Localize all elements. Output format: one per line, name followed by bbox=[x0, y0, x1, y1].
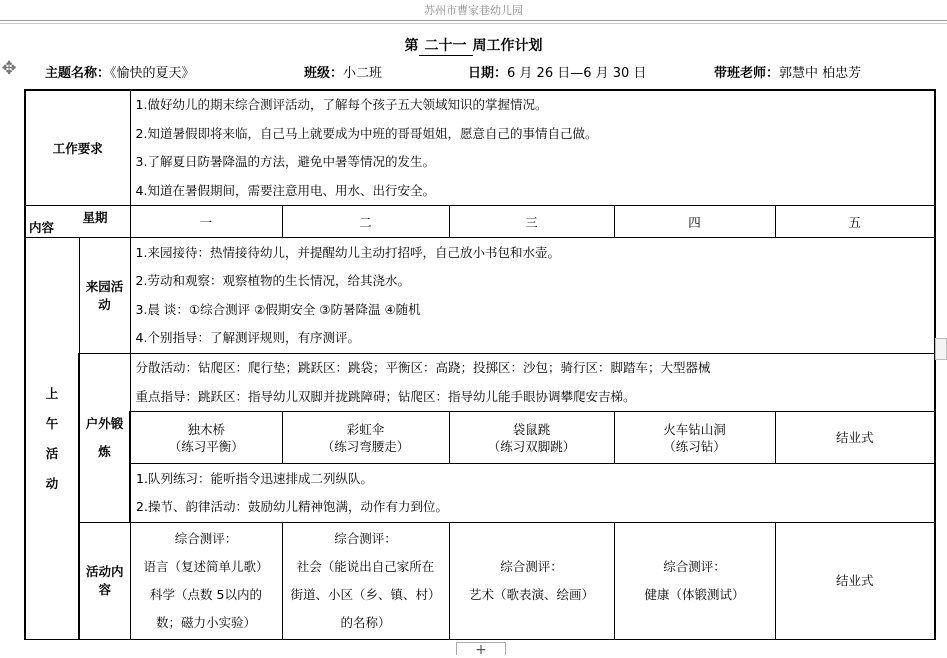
arrival-activity-label: 来园活动 bbox=[79, 238, 130, 354]
drill-item: 2.操节、韵律活动：鼓励幼儿精神饱满，动作有力到位。 bbox=[136, 499, 448, 514]
weekday-content-corner bbox=[25, 206, 130, 238]
weekly-plan-table bbox=[24, 89, 936, 640]
arrival-item: 3.晨 谈：①综合测评 ②假期安全 ③防暑降温 ④随机 bbox=[135, 301, 421, 317]
meta-class bbox=[304, 62, 382, 81]
morning-label-char: 活 bbox=[45, 445, 59, 461]
activity-cell-day3 bbox=[449, 523, 614, 640]
outdoor-plan-content bbox=[130, 354, 935, 412]
game-name: 袋鼠跳 bbox=[512, 421, 551, 437]
teacher-label: 带班老师： bbox=[714, 66, 780, 81]
activity-line: 数；磁力小实验） bbox=[156, 615, 257, 630]
activity-line: 综合测评： bbox=[334, 531, 397, 546]
outdoor-games-row bbox=[25, 412, 935, 464]
morning-label-char: 上 bbox=[45, 385, 59, 401]
activity-line: 的名称） bbox=[340, 615, 391, 630]
weekday-header-row bbox=[25, 206, 935, 238]
theme-value: 《愉快的夏天》 bbox=[110, 66, 195, 81]
arrival-item: 1.来园接待：热情接待幼儿，并提醒幼儿主动打招呼，自己放小书包和水壶。 bbox=[135, 244, 560, 260]
activity-content-row bbox=[25, 523, 935, 640]
page-header-school: 苏州市曹家巷幼儿园 bbox=[424, 4, 523, 17]
game-purpose: （练习钻） bbox=[663, 438, 726, 454]
activity-line: 健康（体锻测试） bbox=[644, 587, 745, 602]
work-item: 1.做好幼儿的期末综合测评活动，了解每个孩子五大领域知识的掌握情况。 bbox=[135, 97, 548, 112]
outdoor-game-cell bbox=[775, 412, 935, 464]
drill-item: 1.队列练习：能听指令迅速排成二列纵队。 bbox=[136, 470, 373, 486]
work-item: 4.知道在暑假期间，需要注意用电、用水、出行安全。 bbox=[135, 182, 435, 198]
arrival-item: 2.劳动和观察：观察植物的生长情况，给其浇水。 bbox=[135, 273, 410, 288]
page-title bbox=[0, 35, 947, 56]
game-name: 独木桥 bbox=[187, 421, 226, 437]
meta-teacher bbox=[714, 62, 861, 81]
activity-cell-day5 bbox=[775, 523, 935, 640]
weekday-label: 星期 bbox=[82, 210, 108, 225]
activity-line: 社会（能说出自己家所在 bbox=[296, 559, 435, 574]
side-scroll-marker[interactable] bbox=[935, 338, 947, 360]
game-name: 火车钻山洞 bbox=[663, 421, 726, 437]
game-purpose: （练习双脚跳） bbox=[487, 438, 576, 454]
header-divider-secondary bbox=[0, 23, 947, 24]
plus-icon[interactable]: + bbox=[456, 642, 506, 655]
meta-date bbox=[468, 62, 646, 81]
outdoor-game-cell bbox=[449, 412, 614, 464]
game-name: 结业式 bbox=[836, 430, 874, 445]
morning-activities-label bbox=[25, 238, 79, 640]
work-item: 3.了解夏日防暑降温的方法，避免中暑等情况的发生。 bbox=[135, 154, 435, 169]
morning-label-char: 午 bbox=[45, 415, 59, 431]
header-divider bbox=[0, 20, 947, 21]
outdoor-game-cell bbox=[282, 412, 449, 464]
activity-line: 语言（复述简单儿歌） bbox=[143, 559, 269, 574]
class-value: 小二班 bbox=[343, 66, 383, 81]
game-purpose: （练习弯腰走） bbox=[321, 438, 410, 454]
theme-label: 主题名称： bbox=[45, 66, 111, 81]
day-header: 五 bbox=[775, 206, 935, 238]
day-header: 二 bbox=[282, 206, 449, 238]
outdoor-free-activity: 分散活动：钻爬区：爬行垫；跳跃区：跳袋；平衡区：高跷；投掷区：沙包；骑行区：脚踏车；大型器械 bbox=[135, 360, 711, 375]
title-suffix: 周工作计划 bbox=[472, 38, 543, 54]
activity-cell-day1 bbox=[130, 523, 282, 640]
work-item: 2.知道暑假即将来临，自己马上就要成为中班的哥哥姐姐，愿意自己的事情自己做。 bbox=[135, 125, 598, 141]
arrival-activity-content bbox=[130, 238, 935, 354]
activity-line: 综合测评： bbox=[663, 559, 726, 574]
work-requirements-content bbox=[130, 90, 935, 206]
outdoor-game-cell bbox=[614, 412, 775, 464]
teacher-value: 郭慧中 柏忠芳 bbox=[779, 66, 862, 81]
day-header: 三 bbox=[449, 206, 614, 238]
game-name: 彩虹伞 bbox=[346, 421, 385, 437]
activity-cell-day2 bbox=[282, 523, 449, 640]
game-purpose: （练习平衡） bbox=[168, 438, 244, 454]
activity-cell-day4 bbox=[614, 523, 775, 640]
activity-line: 艺术（歌表演、绘画） bbox=[469, 587, 595, 602]
activity-line: 街道、小区（乡、镇、村） bbox=[290, 587, 441, 602]
day-header: 四 bbox=[614, 206, 775, 238]
outdoor-exercise-label: 户外锻炼 bbox=[79, 354, 130, 523]
meta-theme bbox=[45, 62, 195, 81]
arrival-item: 4.个别指导：了解测评规则，有序测评。 bbox=[135, 330, 360, 345]
move-handle-icon[interactable]: ✥ bbox=[1, 58, 17, 79]
outdoor-drill-row bbox=[25, 464, 935, 523]
arrival-row bbox=[25, 238, 935, 354]
class-label: 班级： bbox=[304, 66, 344, 81]
title-week-number: 二十一 bbox=[419, 35, 473, 56]
outdoor-game-cell bbox=[130, 412, 282, 464]
work-requirements-label: 工作要求 bbox=[25, 90, 130, 206]
outdoor-drill-content bbox=[130, 464, 935, 523]
activity-line: 综合测评： bbox=[500, 559, 563, 574]
title-prefix: 第 bbox=[404, 38, 419, 54]
outdoor-focus-guidance: 重点指导：跳跃区：指导幼儿双脚并拢跳障碍；钻爬区：指导幼儿能手眼协调攀爬安吉梯。 bbox=[135, 388, 636, 404]
content-label: 内容 bbox=[29, 220, 55, 235]
activity-line: 科学（点数 5以内的 bbox=[150, 587, 262, 602]
activity-content-label: 活动内容 bbox=[79, 523, 130, 640]
activity-line: 结业式 bbox=[836, 573, 874, 588]
day-header: 一 bbox=[130, 206, 282, 238]
date-label: 日期： bbox=[468, 66, 508, 81]
date-value: 6 月 26 日—6 月 30 日 bbox=[507, 66, 647, 81]
morning-label-char: 动 bbox=[45, 475, 59, 491]
outdoor-plan-row bbox=[25, 354, 935, 412]
activity-line: 综合测评： bbox=[174, 531, 238, 546]
work-requirements-row bbox=[25, 90, 935, 206]
